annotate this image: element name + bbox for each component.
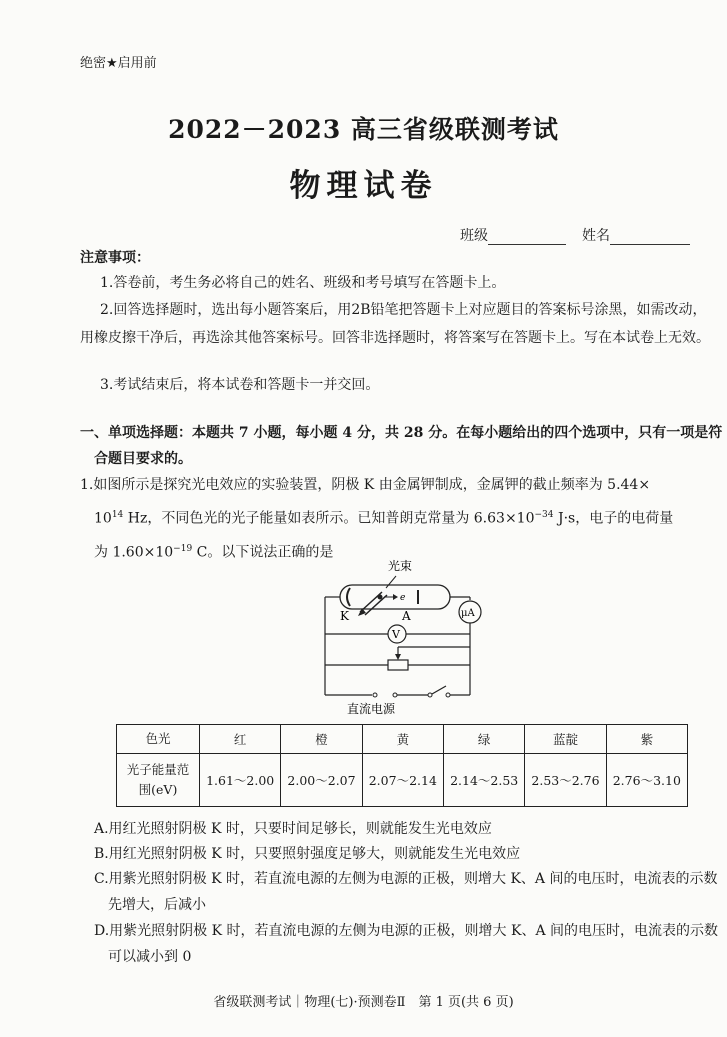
microammeter-label: μA bbox=[461, 608, 475, 619]
table-cell: 1.61～2.00 bbox=[200, 754, 281, 807]
k-label: K bbox=[340, 609, 349, 623]
page-footer: 省级联测考试｜物理(七)·预测卷Ⅱ 第 1 页(共 6 页) bbox=[213, 995, 514, 1010]
class-label: 班级 bbox=[460, 228, 488, 244]
stem-part: Hz，不同色光的光子能量如表所示。已知普朗克常量为 6.63×10 bbox=[127, 510, 535, 527]
table-header-cell: 黄 bbox=[362, 725, 443, 754]
table-header-cell: 红 bbox=[200, 725, 281, 754]
option-a: A.用红光照射阴极 K 时，只要时间足够长，则就能发生光电效应 bbox=[94, 821, 492, 837]
table-header-cell: 蓝靛 bbox=[525, 725, 606, 754]
table-cell: 2.76～3.10 bbox=[606, 754, 687, 807]
student-info bbox=[460, 225, 690, 245]
row-label-line: 光子能量范 bbox=[126, 762, 190, 777]
option-d: D.用紫光照射阴极 K 时，若直流电源的左侧为电源的正极，则增大 K、A 间的电压时，电流表的示数可以减小到 0 bbox=[94, 923, 719, 965]
exponent: −34 bbox=[534, 510, 554, 520]
option-b: B.用红光照射阴极 K 时，只要照射强度足够大，则就能发生光电效应 bbox=[94, 846, 521, 862]
exam-title: 2022－2023 高三省级联测考试 bbox=[168, 115, 559, 144]
light-label: 光束 bbox=[388, 559, 413, 573]
stem-part: 为 1.60×10 bbox=[94, 544, 174, 561]
exponent: −19 bbox=[173, 543, 193, 554]
switch bbox=[432, 686, 446, 694]
exponent: 14 bbox=[111, 510, 124, 520]
table-header-cell: 橙 bbox=[281, 725, 362, 754]
subject-title: 物理试卷 bbox=[289, 168, 438, 204]
switch-terminal bbox=[428, 693, 432, 697]
electron bbox=[378, 595, 383, 600]
notice-heading: 注意事项： bbox=[80, 250, 150, 266]
rheostat bbox=[388, 660, 408, 670]
power-label: 直流电源 bbox=[347, 702, 396, 716]
light-label-leader bbox=[386, 576, 396, 588]
table-cell: 2.07～2.14 bbox=[362, 754, 443, 807]
row-label bbox=[117, 754, 200, 807]
stem-part: J·s，电子的电荷量 bbox=[553, 510, 674, 527]
voltmeter-label: V bbox=[392, 628, 400, 641]
terminal bbox=[393, 693, 397, 697]
terminal bbox=[373, 693, 377, 697]
table-cell: 2.53～2.76 bbox=[525, 754, 606, 807]
option-c: C.用紫光照射阴极 K 时，若直流电源的左侧为电源的正极，则增大 K、A 间的电压时，电流表的示数先增大，后减小 bbox=[94, 871, 718, 913]
slider-arrow bbox=[395, 654, 401, 660]
electron-label: e bbox=[400, 593, 406, 603]
stem-part: C。以下说法正确的是 bbox=[192, 544, 334, 561]
photon-energy-table bbox=[116, 724, 688, 807]
electron-arrowhead bbox=[393, 594, 398, 600]
notice-item-2: 2.回答选择题时，选出每小题答案后，用2B铅笔把答题卡上对应题目的答案标号涂黑，如需改动，用橡皮擦干净后，再选涂其他答案标号。回答非选择题时，将答案写在答题卡上。写在本试卷上无效。 bbox=[80, 302, 710, 346]
confidential-mark: 绝密★启用前 bbox=[80, 56, 157, 71]
switch-terminal bbox=[446, 693, 450, 697]
stem-power: 10 bbox=[94, 510, 112, 527]
table-row bbox=[117, 754, 688, 807]
table-cell: 2.00～2.07 bbox=[281, 754, 362, 807]
row-label-line: 围(eV) bbox=[138, 782, 178, 797]
table-cell: 2.14～2.53 bbox=[443, 754, 524, 807]
table-header-cell: 色光 bbox=[117, 725, 200, 754]
notice-item-3: 3.考试结束后，将本试卷和答题卡一并交回。 bbox=[100, 377, 380, 393]
a-label: A bbox=[402, 609, 411, 623]
notice-item-1: 1.答卷前，考生务必将自己的姓名、班级和考号填写在答题卡上。 bbox=[100, 275, 506, 291]
cathode bbox=[347, 588, 350, 606]
name-label: 姓名 bbox=[582, 228, 610, 244]
stem-part: 1.如图所示是探究光电效应的实验装置，阴极 K 由金属钾制成，金属钾的截止频率为 5.44× bbox=[80, 477, 651, 493]
table-header-row bbox=[117, 725, 688, 754]
photoelectric-circuit-diagram bbox=[300, 550, 500, 720]
table-header-cell: 紫 bbox=[606, 725, 687, 754]
section-heading: 一、单项选择题：本题共 7 小题，每小题 4 分，共 28 分。在每小题给出的四个选项中，只有一项是符合题目要求的。 bbox=[80, 425, 723, 467]
table-header-cell: 绿 bbox=[443, 725, 524, 754]
